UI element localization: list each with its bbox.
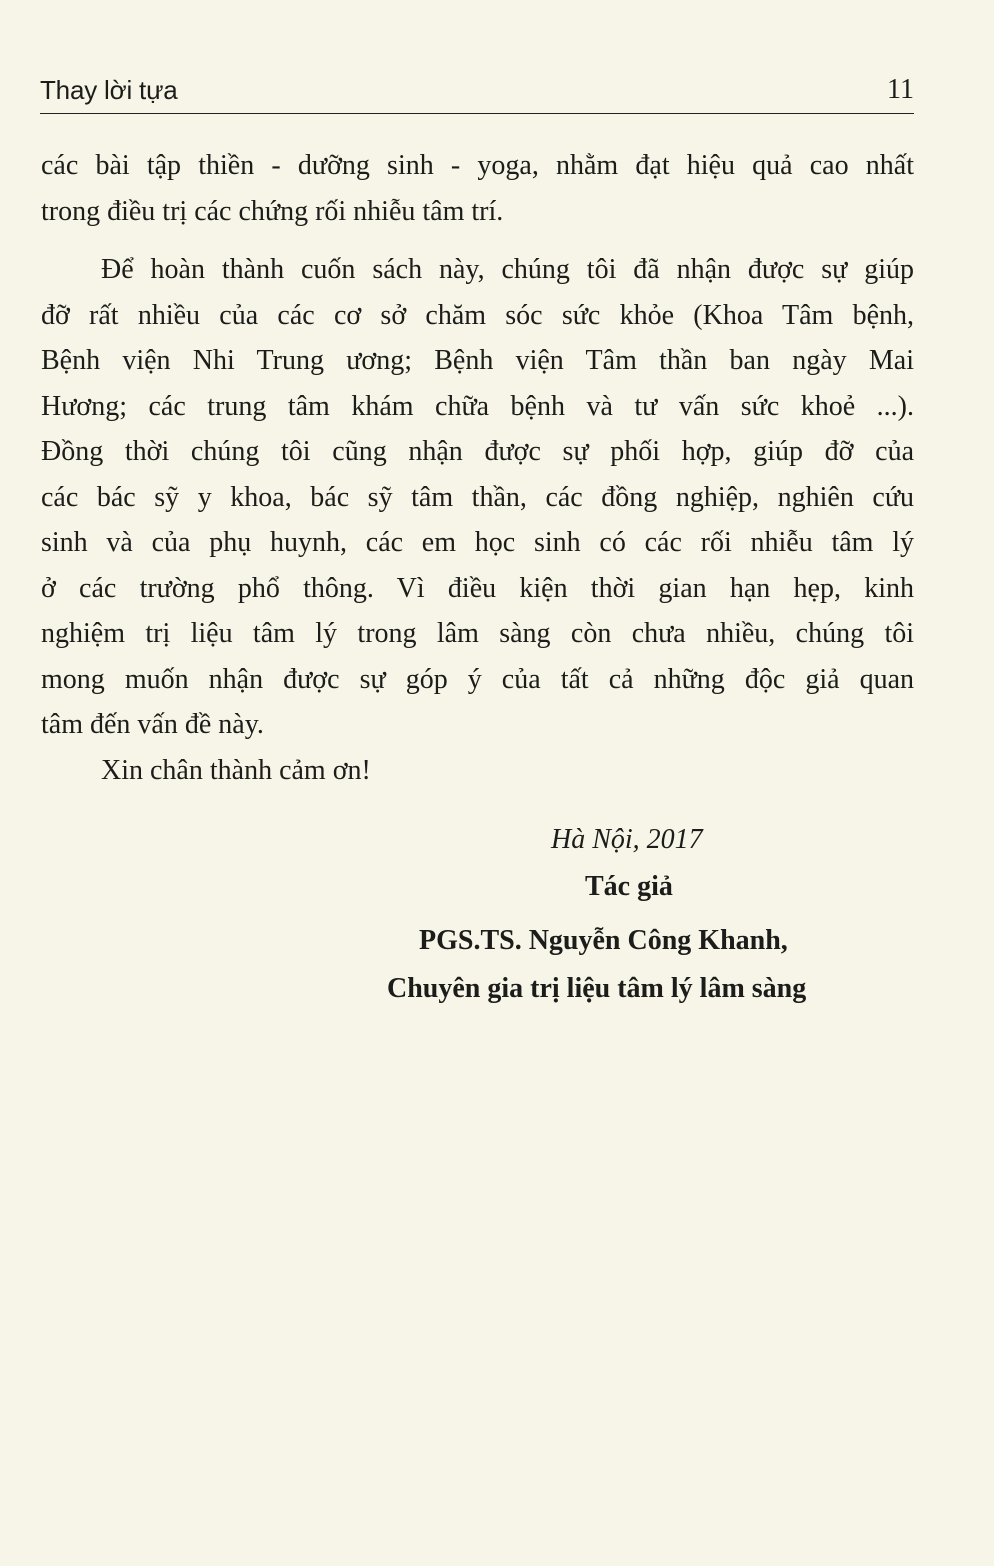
text-line: các bài tập thiền - dưỡng sinh - yoga, nhằm đạt hiệu quả cao nhất [41, 150, 914, 181]
text-line: Bệnh viện Nhi Trung ương; Bệnh viện Tâm thần ban ngày Mai [41, 345, 914, 376]
text-line: Xin chân thành cảm ơn! [101, 754, 371, 786]
paragraph-acknowledgements [41, 247, 914, 748]
author-title: Chuyên gia trị liệu tâm lý lâm sàng [387, 973, 807, 1004]
text-line: sinh và của phụ huynh, các em học sinh có các rối nhiễu tâm lý [41, 527, 914, 558]
page-number: 11 [887, 74, 914, 105]
paragraph-thanks [41, 748, 914, 794]
header-rule [40, 113, 914, 114]
text-line: nghiệm trị liệu tâm lý trong lâm sàng còn chưa nhiều, chúng tôi [41, 618, 914, 649]
chapter-title: Thay lời tựa [40, 75, 178, 105]
place-date: Hà Nội, 2017 [551, 824, 703, 855]
paragraph-continuation [41, 143, 914, 234]
text-line: đỡ rất nhiều của các cơ sở chăm sóc sức khỏe (Khoa Tâm bệnh, [41, 299, 914, 331]
text-line: ở các trường phổ thông. Vì điều kiện thời gian hạn hẹp, kinh [41, 572, 914, 604]
text-line: Đồng thời chúng tôi cũng nhận được sự phối hợp, giúp đỡ của [41, 436, 914, 467]
running-header [40, 72, 914, 114]
text-line: các bác sỹ y khoa, bác sỹ tâm thần, các đồng nghiệp, nghiên cứu [41, 481, 914, 513]
text-line: Hương; các trung tâm khám chữa bệnh và tư vấn sức khoẻ ...). [41, 390, 914, 422]
author-name: PGS.TS. Nguyễn Công Khanh, [419, 925, 788, 956]
text-line: trong điều trị các chứng rối nhiễu tâm trí. [41, 195, 504, 227]
text-line: Để hoàn thành cuốn sách này, chúng tôi đã nhận được sự giúp [101, 254, 914, 285]
author-role: Tác giả [585, 871, 673, 902]
body-text [41, 143, 914, 793]
text-line: mong muốn nhận được sự góp ý của tất cả những độc giả quan [41, 663, 914, 695]
text-line: tâm đến vấn đề này. [41, 709, 264, 740]
